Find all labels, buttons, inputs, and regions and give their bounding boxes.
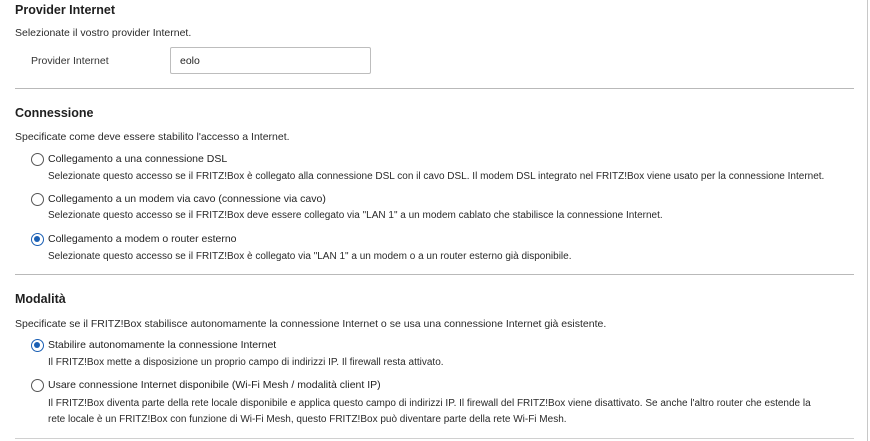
divider xyxy=(15,88,854,89)
option-client-ip-description-line1: Il FRITZ!Box diventa parte della rete locale disponibile e applica questo campo di indirizzi IP. Il firewall del FRITZ!Box viene disattivato. Se anche l'altro router che estende la xyxy=(48,398,811,409)
radio-external-router[interactable] xyxy=(31,233,44,246)
modalita-section-title: Modalità xyxy=(15,292,66,306)
provider-description: Selezionate il vostro provider Internet. xyxy=(15,27,192,39)
option-dsl-label[interactable]: Collegamento a una connessione DSL xyxy=(48,153,228,165)
divider xyxy=(15,274,854,275)
option-autonomous-label[interactable]: Stabilire autonomamente la connessione Internet xyxy=(48,339,277,351)
radio-client-ip[interactable] xyxy=(31,379,44,392)
provider-input[interactable] xyxy=(170,47,371,74)
option-external-router-description: Selezionate questo accesso se il FRITZ!Box è collegato via "LAN 1" a un modem o a un router esterno già disponibile. xyxy=(48,251,572,262)
divider xyxy=(15,438,854,439)
option-dsl-description: Selezionate questo accesso se il FRITZ!Box è collegato alla connessione DSL con il cavo DSL. Il modem DSL integrato nel FRITZ!Box viene usato per la connessione Internet. xyxy=(48,171,825,182)
modalita-description: Specificate se il FRITZ!Box stabilisce autonomamente la connessione Internet o se usa una connessione Internet già esistente. xyxy=(15,318,607,330)
provider-section-title: Provider Internet xyxy=(15,3,116,17)
connessione-section-title: Connessione xyxy=(15,106,94,120)
option-cable-description: Selezionate questo accesso se il FRITZ!Box deve essere collegato via "LAN 1" a un modem cablato che stabilisce la connessione Internet. xyxy=(48,210,663,221)
option-client-ip-label[interactable]: Usare connessione Internet disponibile (Wi-Fi Mesh / modalità client IP) xyxy=(48,379,381,391)
option-autonomous-description: Il FRITZ!Box mette a disposizione un proprio campo di indirizzi IP. Il firewall resta attivato. xyxy=(48,357,444,368)
option-client-ip-description-line2: rete locale è un FRITZ!Box con funzione di Wi-Fi Mesh, questo FRITZ!Box può diventare parte della rete Wi-Fi Mesh. xyxy=(48,414,567,425)
radio-autonomous[interactable] xyxy=(31,339,44,352)
scrollbar-edge xyxy=(867,0,868,441)
option-cable-label[interactable]: Collegamento a un modem via cavo (connessione via cavo) xyxy=(48,193,326,205)
provider-field-label: Provider Internet xyxy=(31,55,109,67)
option-external-router-label[interactable]: Collegamento a modem o router esterno xyxy=(48,233,237,245)
connessione-description: Specificate come deve essere stabilito l'accesso a Internet. xyxy=(15,131,290,143)
radio-cable[interactable] xyxy=(31,193,44,206)
radio-dsl[interactable] xyxy=(31,153,44,166)
